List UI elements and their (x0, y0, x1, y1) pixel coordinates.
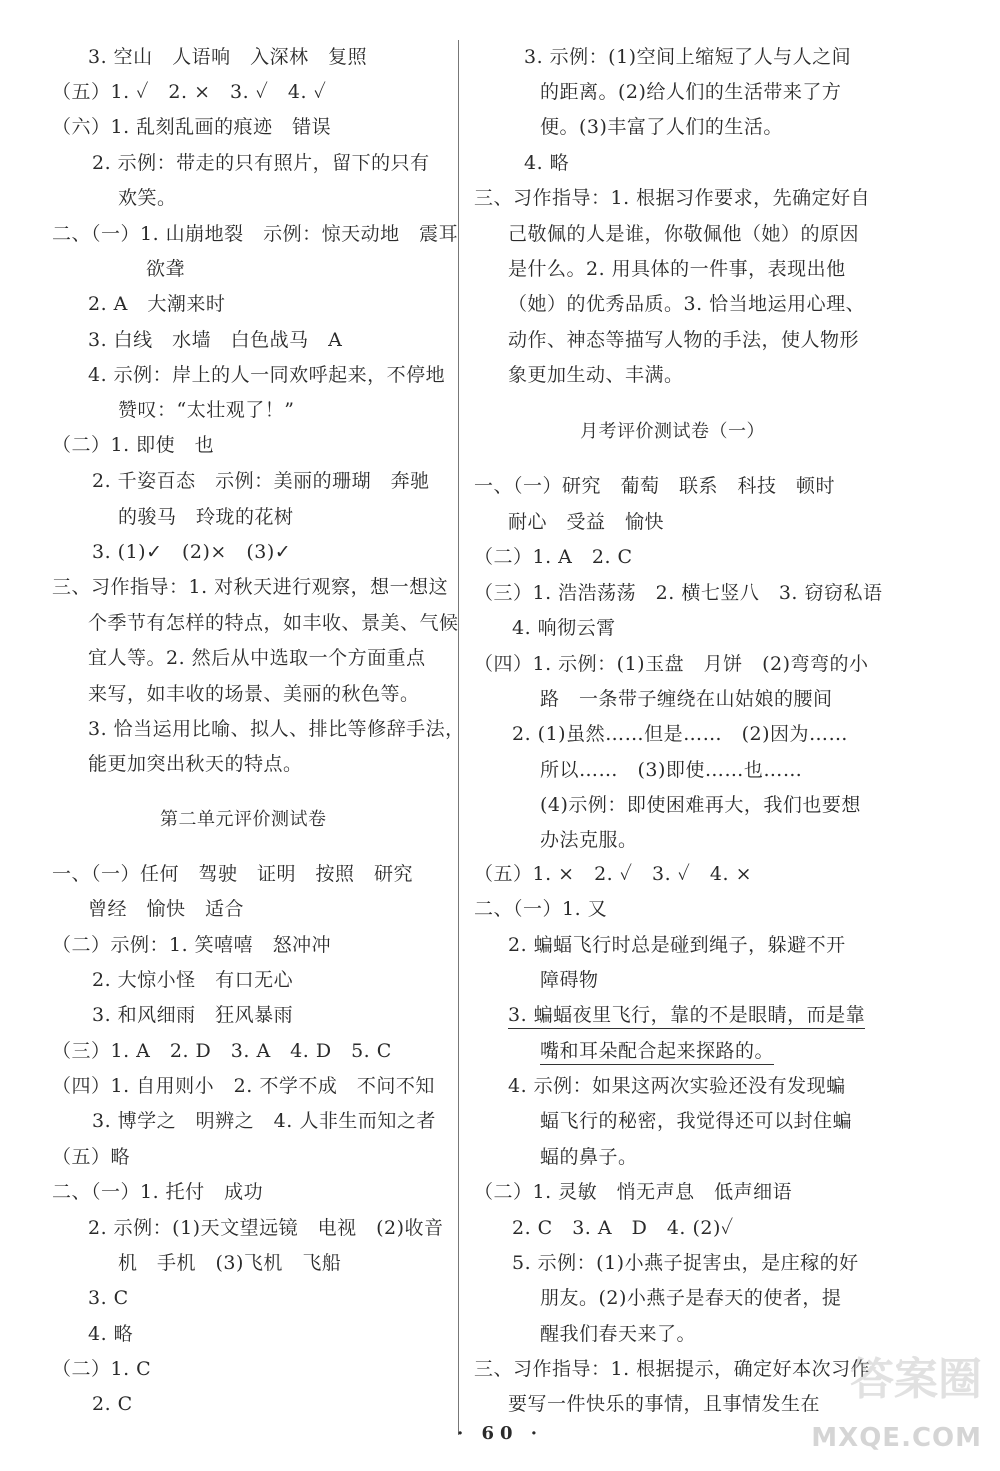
answer-line: 所以…… (3)即使……也…… (540, 759, 803, 781)
answer-line: 欢笑。 (118, 187, 177, 209)
answer-line: 障碍物 (540, 969, 599, 991)
watermark-logo-text: 答案圈 (850, 1354, 982, 1405)
answer-line: 2. 示例：带走的只有照片，留下的只有 (92, 152, 430, 174)
answer-line: 4. 响彻云霄 (512, 617, 616, 639)
answer-line: 耐心 受益 愉快 (508, 511, 665, 533)
answer-line: （二）1. 即使 也 (52, 434, 215, 456)
section-title: 月考评价测试卷（一） (580, 421, 765, 442)
answer-line: 要写一件快乐的事情，且事情发生在 (508, 1393, 821, 1415)
answer-line: 来写，如丰收的场景、美丽的秋色等。 (88, 683, 420, 705)
answer-line: 2. 千姿百态 示例：美丽的珊瑚 奔驰 (92, 470, 430, 492)
answer-line: 路 一条带子缠绕在山姑娘的腰间 (540, 688, 833, 710)
answer-line: 机 手机 (3)飞机 飞船 (118, 1252, 342, 1274)
answer-line: 3. C (88, 1287, 129, 1309)
answer-line: 2. C 3. A D 4. (2)✓ (512, 1217, 734, 1239)
answer-line: 朋友。(2)小燕子是春天的使者，提 (540, 1287, 842, 1309)
answer-line: 4. 略 (88, 1323, 134, 1345)
answer-line: （五）1. × 2. ✓ 3. ✓ 4. × (474, 863, 753, 885)
answer-line: 3. 白线 水墙 白色战马 A (88, 329, 343, 351)
answer-line: 2. 蝙蝠飞行时总是碰到绳子，躲避不开 (508, 934, 846, 956)
answer-line: 动作、神态等描写人物的手法，使人物形 (508, 329, 860, 351)
answer-line: 4. 示例：如果这两次实验还没有发现蝙 (508, 1075, 846, 1097)
answer-line: 办法克服。 (540, 829, 638, 851)
answer-line: 一、（一）研究 葡萄 联系 科技 顿时 (474, 475, 836, 497)
answer-line: 二、（一）1. 山崩地裂 示例：惊天动地 震耳 (52, 223, 459, 245)
watermark-site-text: MXQE.COM (811, 1423, 982, 1453)
page-number: · 60 · (456, 1423, 544, 1444)
answer-line: 三、习作指导：1. 对秋天进行观察，想一想这 (52, 576, 449, 598)
section-title: 第二单元评价测试卷 (160, 809, 327, 830)
answer-line: （三）1. 浩浩荡荡 2. 横七竖八 3. 窃窃私语 (474, 582, 883, 604)
answer-line: 的骏马 玲珑的花树 (118, 506, 294, 528)
answer-line: 便。(3)丰富了人们的生活。 (540, 116, 783, 138)
answer-line: 宜人等。2. 然后从中选取一个方面重点 (88, 647, 426, 669)
answer-line: （三）1. A 2. D 3. A 4. D 5. C (52, 1040, 392, 1062)
answer-line: 二、（一）1. 托付 成功 (52, 1181, 264, 1203)
answer-line: （六）1. 乱刻乱画的痕迹 错误 (52, 116, 332, 138)
answer-line: 醒我们春天来了。 (540, 1323, 697, 1345)
answer-line: 3. 示例：(1)空间上缩短了人与人之间 (524, 46, 852, 68)
answer-line: 3. 博学之 明辨之 4. 人非生而知之者 (92, 1110, 436, 1132)
answer-line: 的距离。(2)给人们的生活带来了方 (540, 81, 842, 103)
answer-line: 一、（一）任何 驾驶 证明 按照 研究 (52, 863, 414, 885)
answer-line: 嘴和耳朵配合起来探路的。 (540, 1039, 774, 1063)
answer-line: 能更加突出秋天的特点。 (88, 753, 303, 775)
answer-line: （四）1. 示例：(1)玉盘 月饼 (2)弯弯的小 (474, 653, 869, 675)
answer-line: 个季节有怎样的特点，如丰收、景美、气候 (88, 612, 459, 634)
answer-line: （二）1. A 2. C (474, 546, 633, 568)
answer-line: 3. 和风细雨 狂风暴雨 (92, 1004, 294, 1026)
answer-line: 4. 示例：岸上的人一同欢呼起来，不停地 (88, 364, 446, 386)
answer-line: （五）略 (52, 1146, 131, 1168)
answer-line: 是什么。2. 用具体的一件事，表现出他 (508, 258, 846, 280)
answer-line: 蝠飞行的秘密，我觉得还可以封住蝙 (540, 1110, 853, 1132)
answer-line: 曾经 愉快 适合 (88, 898, 245, 920)
answer-line: 2. (1)虽然……但是…… (2)因为…… (512, 723, 848, 745)
answer-line: 3. 蝙蝠夜里飞行，靠的不是眼睛，而是靠 (508, 1003, 865, 1027)
answer-line: 3. 空山 人语响 入深林 复照 (88, 46, 368, 68)
watermark-logo (812, 1343, 982, 1453)
answer-line: 象更加生动、丰满。 (508, 364, 684, 386)
answer-line: 二、（一）1. 又 (474, 898, 608, 920)
answer-line: （她）的优秀品质。3. 恰当地运用心理、 (508, 293, 866, 315)
answer-line: 2. A 大潮来时 (88, 293, 226, 315)
answer-line: （二）示例：1. 笑嘻嘻 怒冲冲 (52, 934, 332, 956)
answer-line: 5. 示例：(1)小燕子捉害虫，是庄稼的好 (512, 1252, 859, 1274)
answer-line: (4)示例：即使困难再大，我们也要想 (540, 794, 861, 816)
answer-line: （二）1. 灵敏 悄无声息 低声细语 (474, 1181, 793, 1203)
answer-line: 赞叹：“太壮观了！” (118, 399, 295, 421)
answer-line: 蝠的鼻子。 (540, 1146, 638, 1168)
answer-line: 3. (1)✓ (2)× (3)✓ (92, 541, 292, 563)
answer-line: 欲聋 (146, 258, 186, 280)
answer-line: 3. 恰当运用比喻、拟人、排比等修辞手法， (88, 718, 465, 740)
answer-line: 己敬佩的人是谁，你敬佩他（她）的原因 (508, 223, 860, 245)
answer-line: （二）1. C (52, 1358, 152, 1380)
answer-line: 2. 大惊小怪 有口无心 (92, 969, 294, 991)
answer-line: 2. C (92, 1393, 133, 1415)
answer-line: 2. 示例：(1)天文望远镜 电视 (2)收音 (88, 1217, 444, 1239)
answer-line: （五）1. ✓ 2. × 3. ✓ 4. ✓ (52, 81, 327, 103)
answer-line: 三、习作指导：1. 根据习作要求，先确定好自 (474, 187, 871, 209)
answer-line: （四）1. 自用则小 2. 不学不成 不问不知 (52, 1075, 435, 1097)
answer-line: 4. 略 (524, 152, 570, 174)
answer-line: 三、习作指导：1. 根据提示，确定好本次习作 (474, 1358, 871, 1380)
